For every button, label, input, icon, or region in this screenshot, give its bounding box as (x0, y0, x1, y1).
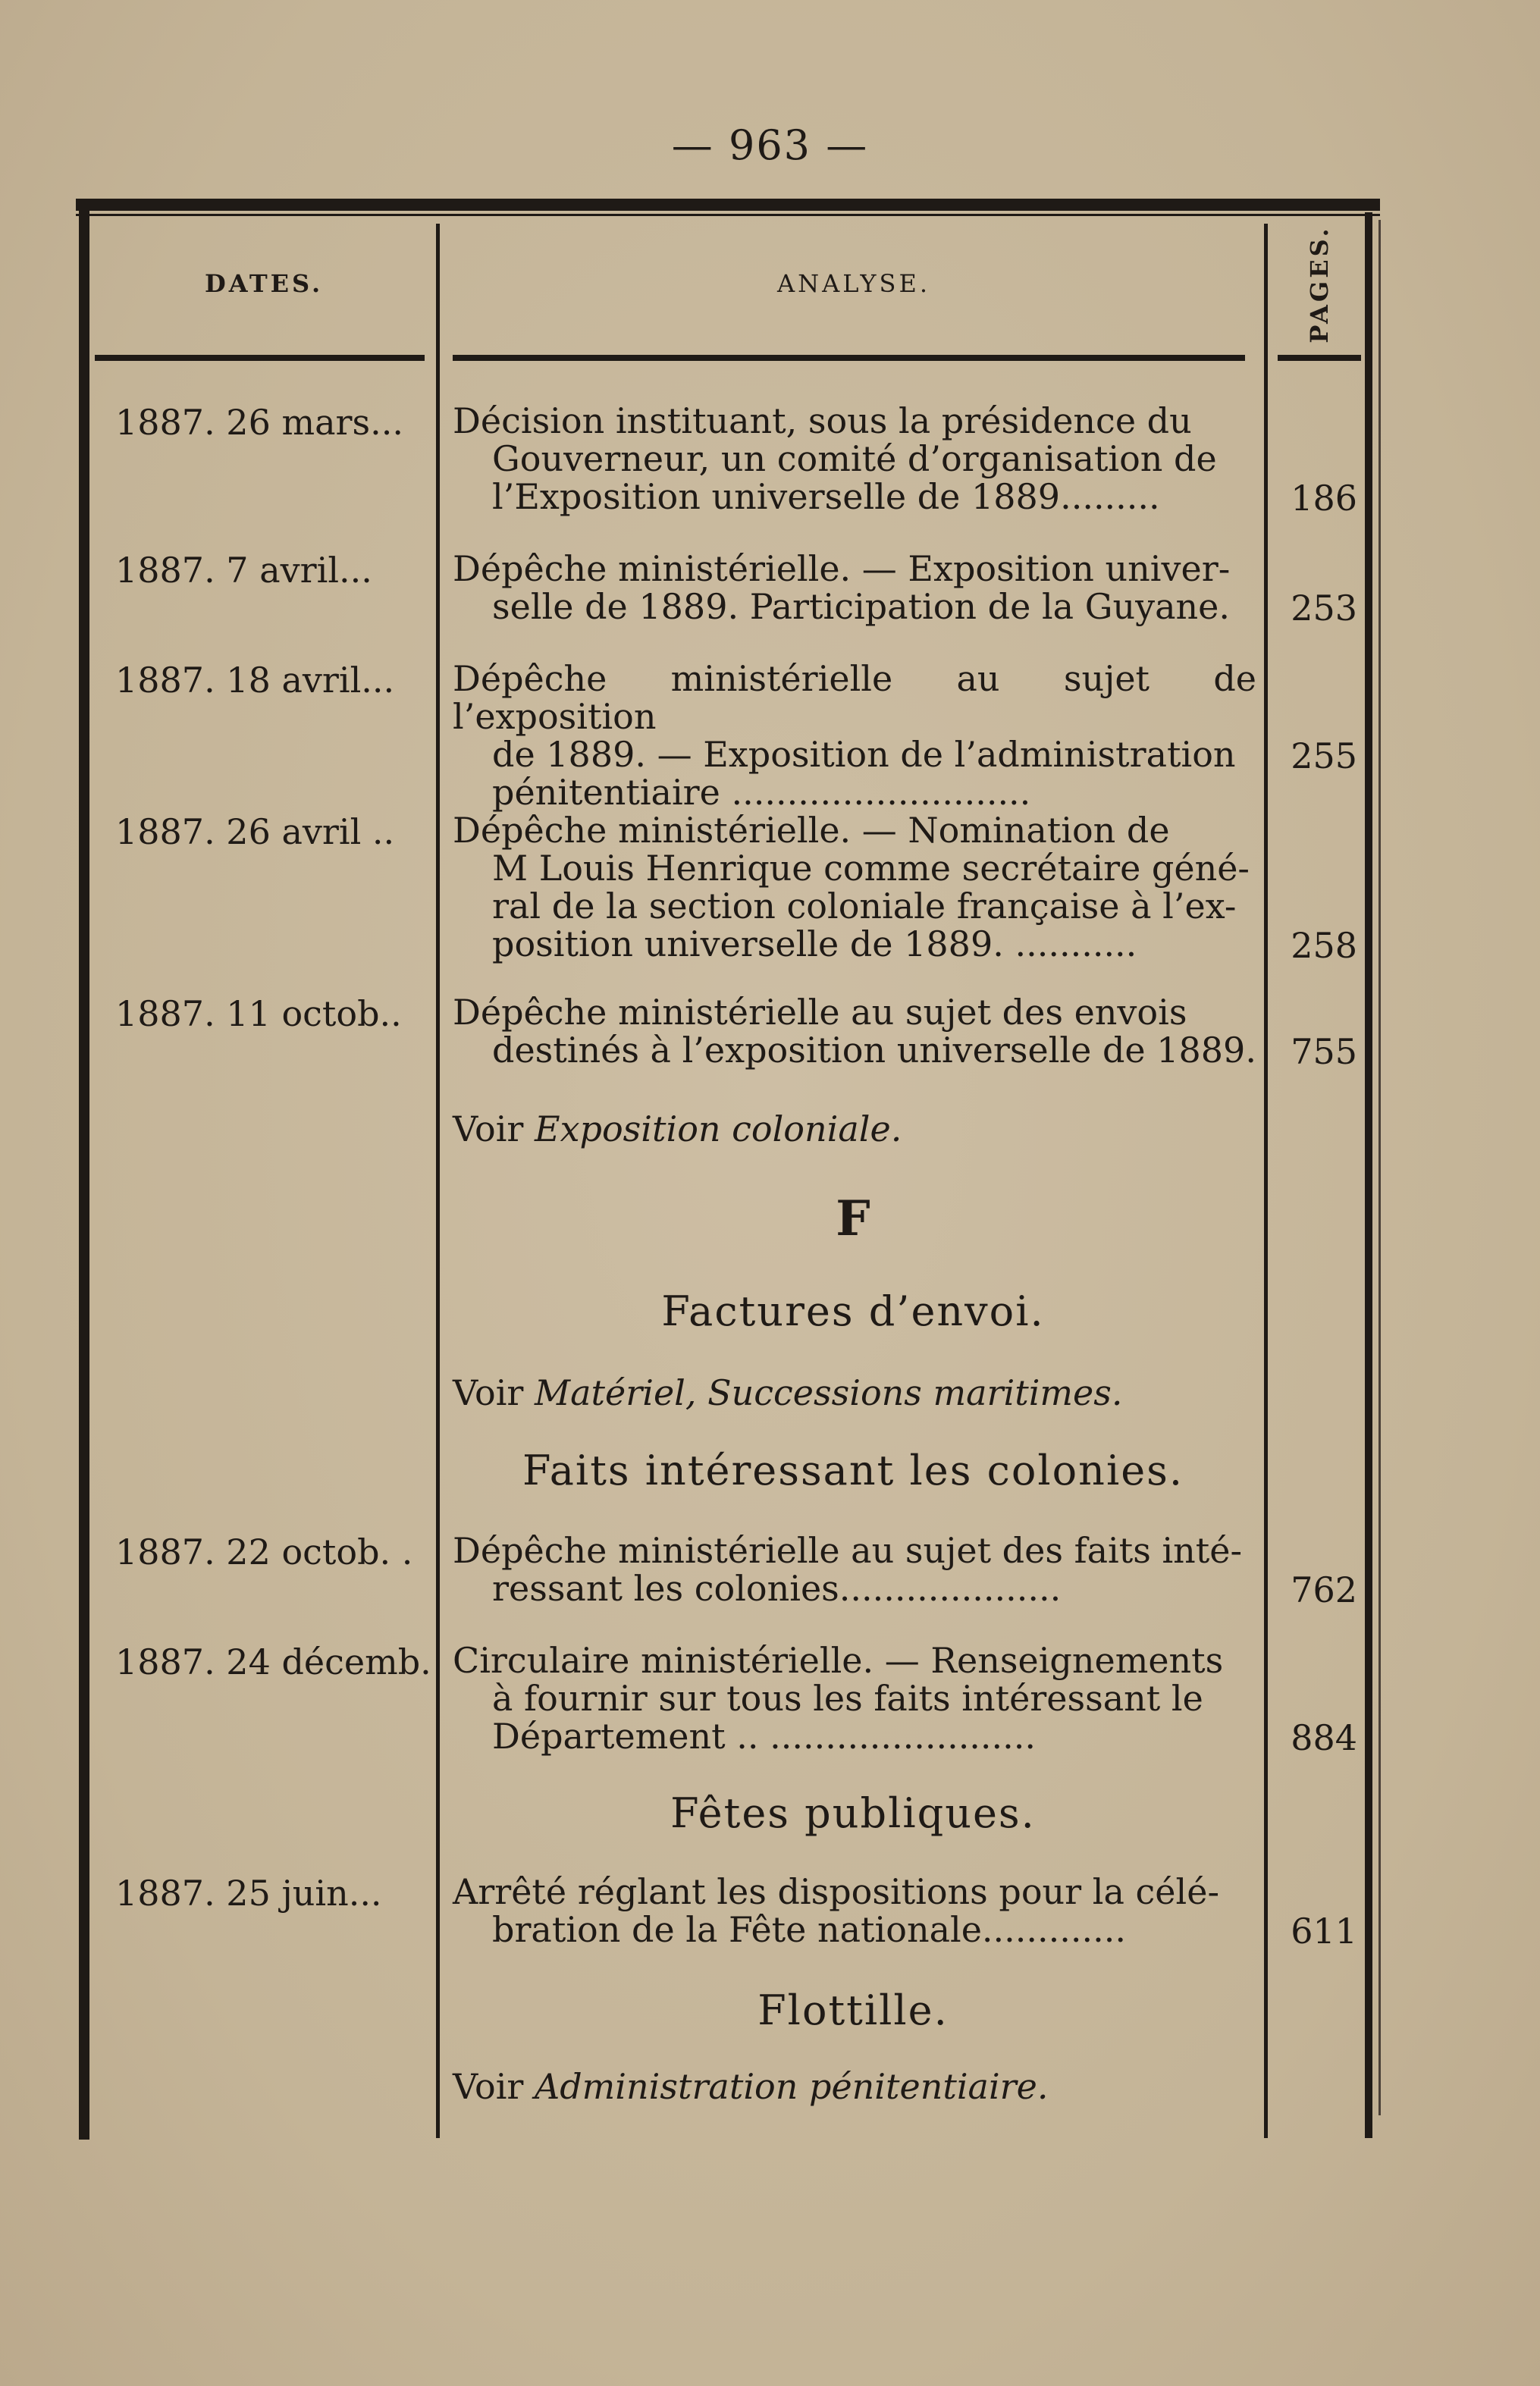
page-number: — 963 — (671, 121, 869, 169)
analysis-line: l’Exposition universelle de 1889......... (492, 476, 1160, 517)
entry-date: 1887. 25 juin... (115, 1873, 382, 1914)
voir-prefix: Voir (453, 1372, 535, 1413)
entry-page: 611 (1291, 1911, 1357, 1952)
analysis-line: position universelle de 1889. ........... (492, 923, 1137, 964)
analysis-line: selle de 1889. Participation de la Guyane. (492, 586, 1230, 627)
analysis-line: M Louis Henrique comme secrétaire géné- (492, 848, 1250, 889)
entry-date: 1887. 24 décemb. (115, 1641, 431, 1682)
entry-date: 1887. 26 mars... (115, 402, 403, 443)
analysis-line: Dépêche ministérielle. — Nomination de (453, 810, 1170, 851)
entry-analysis (453, 402, 1256, 516)
entry-analysis (453, 1532, 1256, 1607)
voir-prefix: Voir (453, 2066, 535, 2107)
analysis-line: Décision instituant, sous la présidence du (453, 400, 1192, 441)
entry-date: 1887. 7 avril... (115, 550, 372, 591)
analysis-line: destinés à l’exposition universelle de 1889. (492, 1030, 1256, 1071)
section-letter: F (836, 1190, 870, 1247)
header-pages-label: PAGES. (1305, 225, 1334, 343)
entry-analysis (453, 660, 1256, 811)
entry-analysis (453, 1641, 1256, 1755)
voir-reference: Administration pénitentiaire. (535, 2066, 1049, 2107)
entry-page: 762 (1291, 1569, 1357, 1610)
section-heading: Factures d’envoi. (661, 1287, 1045, 1335)
entry-analysis (453, 550, 1256, 626)
entry-page: 884 (1291, 1717, 1357, 1758)
analysis-line: Département .. ........................ (492, 1716, 1037, 1757)
cross-reference (453, 2066, 1049, 2107)
entry-date: 1887. 18 avril... (115, 660, 395, 701)
section-heading: Fêtes publiques. (670, 1789, 1036, 1837)
entry-page: 755 (1291, 1031, 1357, 1072)
entry-date: 1887. 26 avril .. (115, 811, 395, 852)
analysis-line: Dépêche ministérielle. — Exposition univer- (453, 548, 1231, 589)
section-heading: Flottille. (757, 1986, 949, 2034)
analysis-line: Arrêté réglant les dispositions pour la célé- (453, 1871, 1220, 1912)
voir-reference: Matériel, Successions maritimes. (535, 1372, 1123, 1413)
entry-page: 255 (1291, 735, 1357, 776)
analysis-line: de 1889. — Exposition de l’administration (492, 734, 1236, 775)
analysis-line: bration de la Fête nationale............. (492, 1909, 1127, 1950)
entry-date: 1887. 22 octob. . (115, 1532, 413, 1572)
entry-analysis (453, 993, 1256, 1069)
header-analyse: ANALYSE. (777, 269, 930, 298)
analysis-line: ral de la section coloniale française à l’ex- (492, 886, 1237, 926)
analysis-line: Gouverneur, un comité d’organisation de (492, 438, 1217, 479)
entry-analysis (453, 1873, 1256, 1949)
analysis-line: Dépêche ministérielle au sujet des faits inté- (453, 1530, 1243, 1571)
cross-reference (453, 1108, 902, 1149)
analysis-line: Dépêche ministérielle au sujet de l’exposition (453, 658, 1256, 737)
entry-page: 258 (1291, 925, 1357, 966)
entry-page: 186 (1291, 478, 1357, 519)
entry-date: 1887. 11 octob.. (115, 993, 402, 1034)
analysis-line: Dépêche ministérielle au sujet des envois (453, 992, 1187, 1033)
analysis-line: pénitentiaire ........................... (492, 772, 1031, 813)
voir-reference: Exposition coloniale. (535, 1108, 902, 1149)
analysis-line: ressant les colonies.................... (492, 1568, 1062, 1609)
cross-reference (453, 1372, 1123, 1413)
analysis-line: Circulaire ministérielle. — Renseignements (453, 1640, 1224, 1681)
header-dates: DATES. (205, 269, 324, 298)
entry-analysis (453, 811, 1256, 963)
analysis-line: à fournir sur tous les faits intéressant le (492, 1678, 1203, 1719)
voir-prefix: Voir (453, 1108, 535, 1149)
section-heading: Faits intéressant les colonies. (522, 1447, 1184, 1494)
entry-page: 253 (1291, 588, 1357, 629)
